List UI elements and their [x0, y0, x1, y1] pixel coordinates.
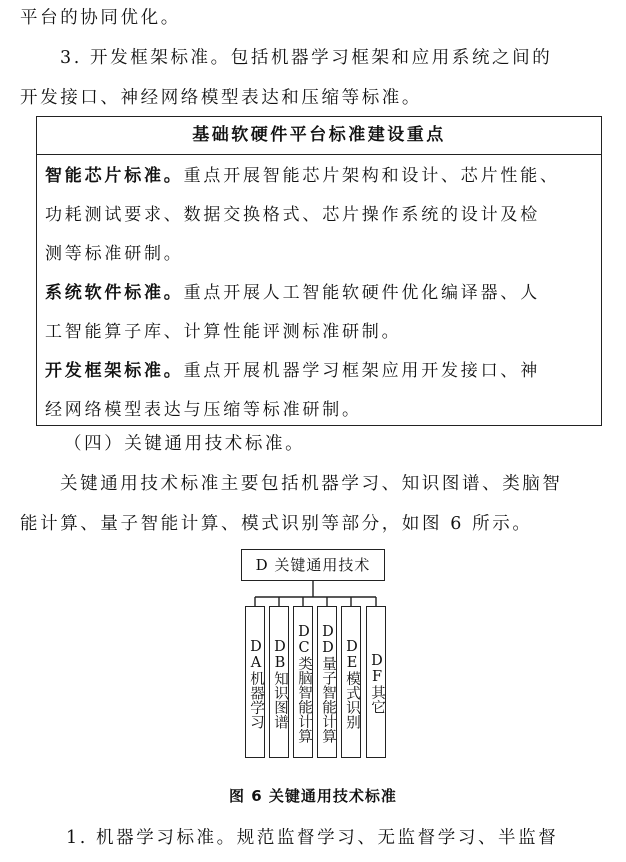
diagram-leaf-node: DB知识图谱	[269, 606, 289, 758]
section-heading: （四）关键通用技术标准。	[64, 434, 306, 454]
item-text: 重点开展人工智能软硬件优化编译器、人	[183, 283, 541, 303]
paragraph-line: 开发接口、神经网络模型表达和压缩等标准。	[20, 88, 422, 108]
box-line: 功耗测试要求、数据交换格式、芯片操作系统的设计及检	[45, 205, 540, 225]
item-text: 重点开展机器学习框架应用开发接口、神	[183, 361, 541, 381]
item-heading: 开发框架标准。	[45, 361, 184, 381]
diagram-leaf-node: DC类脑智能计算	[293, 606, 313, 758]
item-heading: 系统软件标准。	[45, 283, 184, 303]
box-title: 基础软硬件平台标准建设重点	[37, 117, 601, 155]
item-text: 重点开展智能芯片架构和设计、芯片性能、	[183, 166, 560, 186]
diagram-root-node: D 关键通用技术	[241, 549, 385, 581]
paragraph-line: 3. 开发框架标准。包括机器学习框架和应用系统之间的	[60, 48, 553, 68]
diagram-leaf-node: DF其它	[366, 606, 386, 758]
box-line: 经网络模型表达与压缩等标准研制。	[45, 400, 362, 420]
box-line: 测等标准研制。	[45, 244, 184, 264]
diagram-leaf-node: DD量子智能计算	[317, 606, 337, 758]
paragraph-line: 关键通用技术标准主要包括机器学习、知识图谱、类脑智	[60, 474, 563, 494]
box-line: 工智能算子库、计算性能评测标准研制。	[45, 322, 402, 342]
figure-caption: 图 6 关键通用技术标准	[229, 787, 397, 805]
paragraph-line: 平台的协同优化。	[20, 8, 181, 28]
diagram-leaf-node: DE模式识别	[341, 606, 361, 758]
paragraph-line: 1. 机器学习标准。规范监督学习、无监督学习、半监督	[66, 828, 559, 848]
diagram-leaf-node: DA机器学习	[245, 606, 265, 758]
item-heading: 智能芯片标准。	[45, 166, 184, 186]
paragraph-line: 能计算、量子智能计算、模式识别等部分，如图 6 所示。	[20, 514, 533, 534]
